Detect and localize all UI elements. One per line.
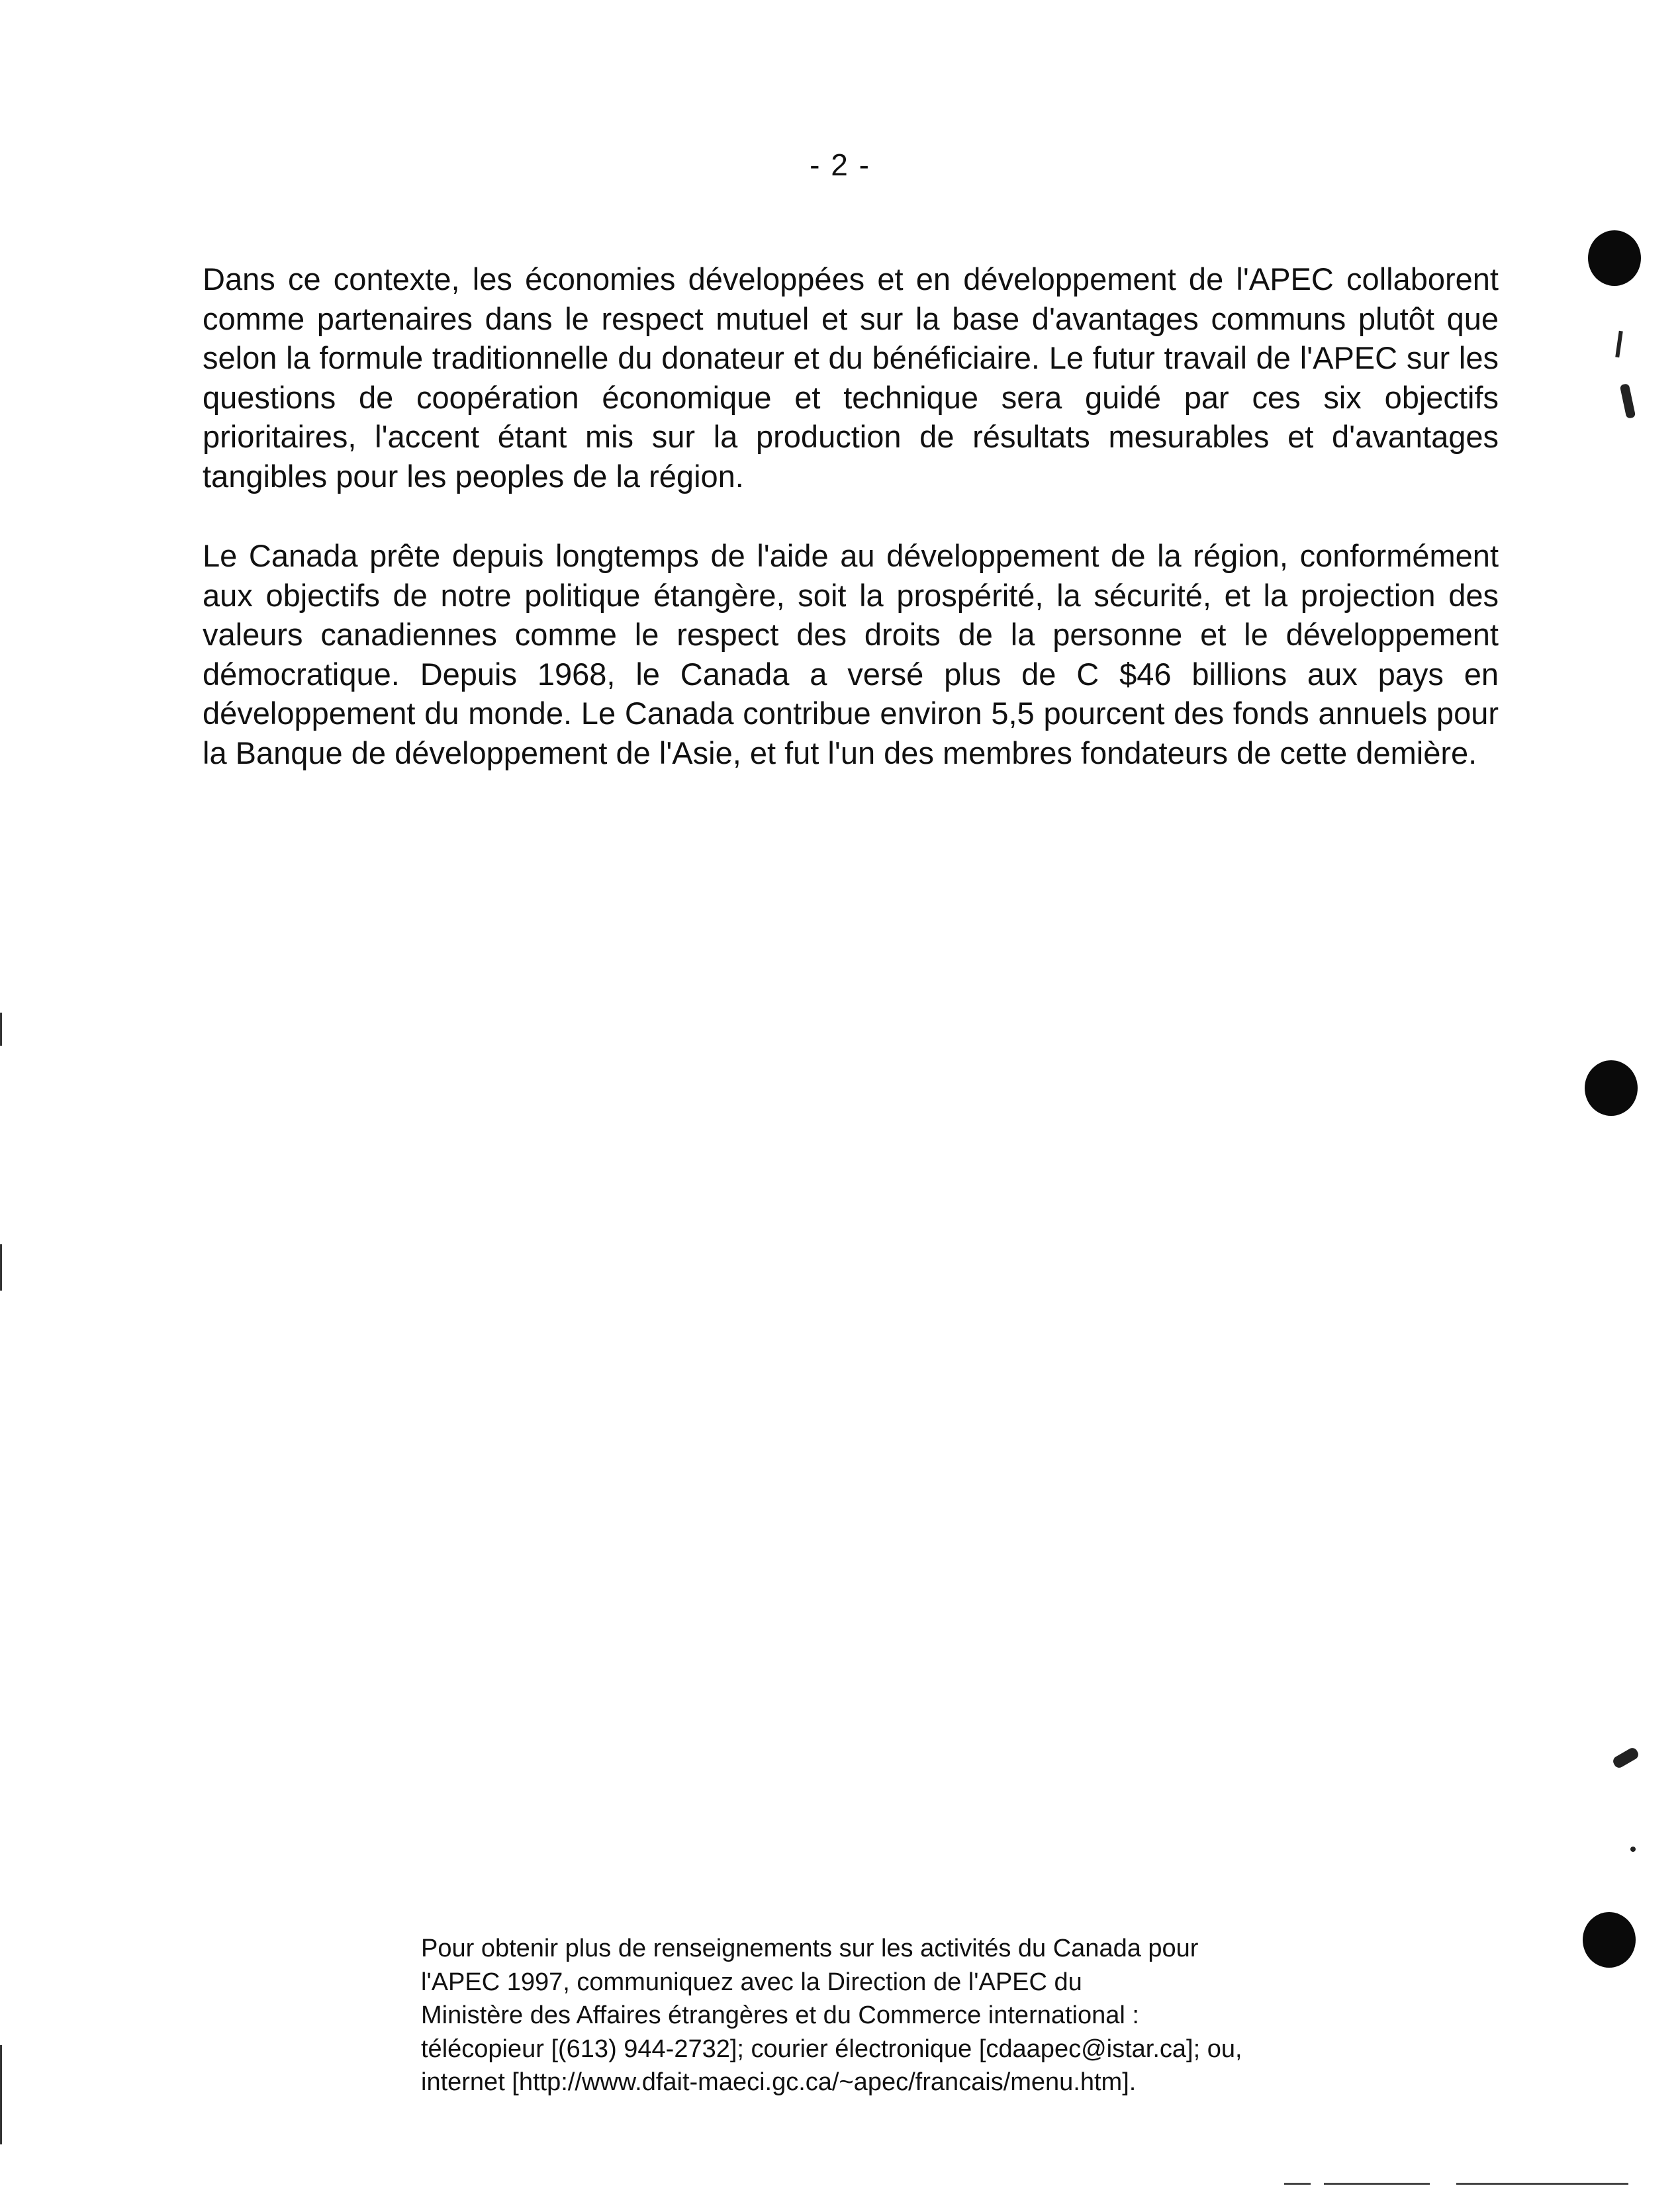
scan-edge-line xyxy=(0,2045,2,2144)
scan-edge-line xyxy=(0,1244,2,1291)
scan-bottom-rule xyxy=(1284,2183,1311,2185)
punch-hole xyxy=(1583,1912,1636,1968)
body-paragraph: Le Canada prête depuis longtemps de l'aide au développement de la région, conformément aux objectifs de notre politique étangère, soit la prospérité, la sécurité, et la projection des valeurs canadiennes comme le respect des droits de la personne et le développement démocratique. Depuis 1968, le Canada a versé plus de C $46 billions aux pays en développement du monde. Le Canada contribue environ 5,5 pourcent des fonds annuels pour la Banque de développement de l'Asie, et fut l'un des membres fondateurs de cette demière. xyxy=(203,538,1499,770)
contact-line: internet [http://www.dfait-maeci.gc.ca/~apec/francais/menu.htm]. xyxy=(421,2068,1137,2096)
scan-bottom-rule xyxy=(1456,2183,1628,2185)
page-number: - 2 - xyxy=(810,148,870,182)
contact-line: Pour obtenir plus de renseignements sur les activités du Canada pour xyxy=(421,1935,1199,1962)
scan-mark xyxy=(1611,1746,1640,1770)
scan-edge-line xyxy=(0,1013,2,1046)
scan-mark xyxy=(1620,383,1636,419)
scan-mark xyxy=(1615,331,1623,357)
punch-hole xyxy=(1588,230,1641,286)
punch-hole xyxy=(1585,1060,1638,1116)
scan-mark xyxy=(1630,1847,1636,1852)
scan-bottom-rule xyxy=(1324,2183,1430,2185)
contact-line: l'APEC 1997, communiquez avec la Direction de l'APEC du xyxy=(421,1968,1082,1996)
contact-line: Ministère des Affaires étrangères et du Commerce international : xyxy=(421,2001,1139,2029)
contact-note xyxy=(421,1932,1454,2099)
body-paragraph: Dans ce contexte, les économies développées et en développement de l'APEC collaborent comme partenaires dans le respect mutuel et sur la base d'avantages communs plutôt que selon la formule traditionnelle du donateur et du bénéficiaire. Le futur travail de l'APEC sur les questions de coopération économique et technique sera guidé par ces six objectifs prioritaires, l'accent étant mis sur la production de résultats mesurables et d'avantages tangibles pour les peoples de la région. xyxy=(203,261,1499,494)
contact-line: télécopieur [(613) 944-2732]; courier électronique [cdaapec@istar.ca]; ou, xyxy=(421,2035,1242,2063)
